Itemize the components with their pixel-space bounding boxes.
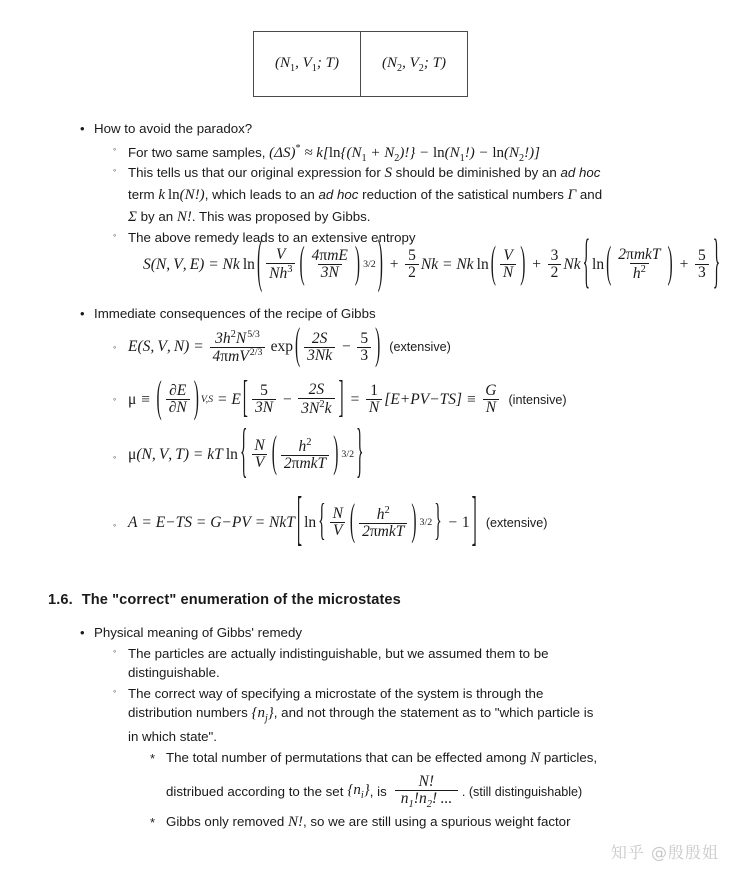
box-left-label: ($N_1$, $V_1$; T): [275, 54, 339, 74]
circle-bullet-marker: ◦: [113, 165, 117, 175]
part-b: , so we are still using a spurious weight factor: [302, 814, 571, 829]
note-intensive: (intensive): [508, 392, 567, 407]
indistinguishable-line-1: The particles are actually indistinguishable, but we assumed them to be: [128, 646, 549, 661]
note-still-distinguishable: . (still distinguishable): [461, 784, 583, 799]
circle-bullet-marker: ◦: [113, 230, 117, 240]
line3-part-a: by an: [140, 208, 174, 224]
star-bullet-marker: *: [150, 751, 156, 766]
distribution-line-3: in which state".: [128, 729, 217, 745]
box-right-label: ($N_2$, $V_2$; T): [382, 54, 446, 74]
section-number: 1.6.: [48, 592, 73, 608]
section-heading-1-6: [48, 592, 401, 608]
line2-part-b: , is: [369, 784, 387, 800]
note-extensive: (extensive): [389, 340, 451, 355]
ad-hoc-italic-2: ad hoc: [318, 186, 359, 202]
symbol-set-nj: $\{n_j\}$: [251, 705, 274, 725]
line2-part-d: and: [579, 186, 603, 202]
circle-bullet-marker: ◦: [113, 342, 117, 352]
line3-part-b: . This was proposed by Gibbs.: [191, 208, 371, 224]
ad-hoc-line-3: [128, 207, 673, 229]
symbol-n-factorial: N!: [287, 814, 303, 830]
line2-part-b: , and not through the statement as to "which particle is: [273, 705, 594, 721]
subbullet-ad-hoc-explanation: [113, 163, 673, 228]
symbol-sigma: Σ: [128, 208, 137, 225]
bullet-text: How to avoid the paradox?: [94, 121, 253, 136]
formula-permutations: $\frac{N!}{n_1!n_2! ...}$: [393, 774, 460, 810]
subsubbullet-spurious-weight: [150, 812, 656, 834]
formula-energy: E ( S , V , N ) = $\frac{3h^2N^{5/3}}{4\pi mV^{2/3}}$ exp ( $\frac{2S}{3Nk}$ − $\frac{5}{3}$ ) (extensive): [128, 320, 451, 370]
line1-part-a: The total number of permutations that can be effected among: [166, 750, 527, 765]
formula-mu-nvt: μ ( N , V , T ) = kT ln { $\frac{N}{V}$ ( $\frac{h^2}{\text{2πmkT}}$ ) 3/2 }: [128, 418, 364, 486]
circle-bullet-marker: ◦: [113, 144, 117, 154]
bullet-text: Physical meaning of Gibbs' remedy: [94, 625, 302, 640]
symbol-N: N: [530, 750, 541, 766]
line2-part-a: distribution numbers: [128, 705, 248, 721]
symbol-set-ni: $\{n_i\}$: [347, 782, 370, 802]
note-extensive: (extensive): [485, 515, 548, 530]
symbol-S: S: [384, 165, 392, 181]
ad-hoc-italic-1: ad hoc: [560, 165, 601, 180]
permutations-line-2: [166, 774, 656, 810]
line2-part-c: reduction of the satistical numbers: [362, 186, 564, 202]
line2-part-a: term: [128, 186, 155, 202]
part-a: Gibbs only removed: [166, 814, 285, 829]
line1-part-b: should be diminished by an: [395, 165, 557, 180]
subbullet-extensive-entropy: [113, 228, 416, 247]
subbullet-text: For two same samples,: [128, 145, 266, 160]
circle-bullet-marker: ◦: [113, 394, 117, 404]
zhihu-watermark: 知乎 @殷殷姐: [610, 843, 719, 862]
circle-bullet-marker: ◦: [113, 452, 117, 462]
subsubbullet-permutations: [150, 748, 656, 811]
bullet-marker: •: [80, 121, 85, 136]
circle-bullet-marker: ◦: [113, 646, 117, 656]
subbullet-energy-equation: [113, 320, 451, 370]
formula-k-ln-n-factorial: k ln(N!): [158, 186, 205, 203]
indistinguishable-line-2: distinguishable.: [128, 665, 220, 681]
bullet-immediate-consequences: [80, 305, 376, 324]
subbullet-indistinguishable: [113, 644, 648, 683]
subbullet-helmholtz: [113, 486, 548, 554]
line1-part-a: This tells us that our original expression for: [128, 165, 381, 180]
permutations-line-1: [166, 748, 656, 770]
symbol-gamma: Γ: [567, 186, 577, 203]
formula-sackur-tetrode: S ( N , V , E ) = Nk ln ( $\frac{V}{Nh^3}$ ( $\frac{\text{4πmE}}{3N}$ ) 3/2 ) + $\frac{5}{2}$ Nk = Nk ln ( $\frac{V}{N}$ ) + $\frac{3}{2}$ Nk { ln ( $\frac{\text{2πmkT}}{h^2}$ ) + $\frac{5}{3}$ }: [143, 229, 721, 297]
line1-part-b: particles,: [543, 750, 598, 765]
circle-bullet-marker: ◦: [113, 686, 117, 696]
two-compartment-box-diagram: [253, 31, 468, 97]
distribution-line-2: [128, 703, 668, 727]
box-cell-left: [254, 32, 360, 96]
distribution-line-1: The correct way of specifying a microstate of the system is through the: [128, 686, 544, 701]
bullet-how-to-avoid: [80, 120, 253, 139]
formula-mu-partial: μ ≡ ( $\frac{\partial E}{\partial N}$ ) V,S = E [ $\frac{5}{3N}$ − $\frac{2S}{3N^2k}$ ] = $\frac{1}{N}$ [ E + PV − TS ] ≡ $\frac{G}{N}$ (intensive): [128, 373, 567, 423]
bullet-physical-meaning: [80, 624, 302, 643]
subbullet-text: The above remedy leads to an extensive entropy: [128, 230, 416, 245]
circle-bullet-marker: ◦: [113, 520, 117, 530]
formula-helmholtz: A = E − TS = G − PV = NkT [ ln { $\frac{N}{V}$ ( $\frac{h^2}{\text{2πmkT}}$ ) 3/2 } − 1 ] (extensive): [128, 486, 548, 554]
star-bullet-marker: *: [150, 815, 156, 830]
subbullet-chemical-potential: [113, 373, 567, 423]
spurious-line: [166, 812, 656, 834]
bullet-marker: •: [80, 306, 85, 321]
ad-hoc-line-1: [128, 163, 673, 185]
bullet-text: Immediate consequences of the recipe of Gibbs: [94, 306, 376, 321]
formula-delta-s: $(\Delta S)^* \approx k[\ln\{(N_1 + N_2)!\} - \ln(N_1!) - \ln(N_2!)]$: [269, 143, 540, 164]
box-cell-right: [360, 32, 467, 96]
line2-part-a: distribued according to the set: [166, 784, 344, 800]
line2-part-b: , which leads to an: [204, 186, 315, 202]
subbullet-distribution-numbers: [113, 684, 668, 746]
ad-hoc-line-2: [128, 185, 673, 207]
bullet-marker: •: [80, 625, 85, 640]
section-title: The "correct" enumeration of the microstates: [81, 592, 401, 608]
subbullet-mu-nvt: [113, 418, 365, 486]
symbol-n-factorial: N!: [176, 208, 192, 225]
